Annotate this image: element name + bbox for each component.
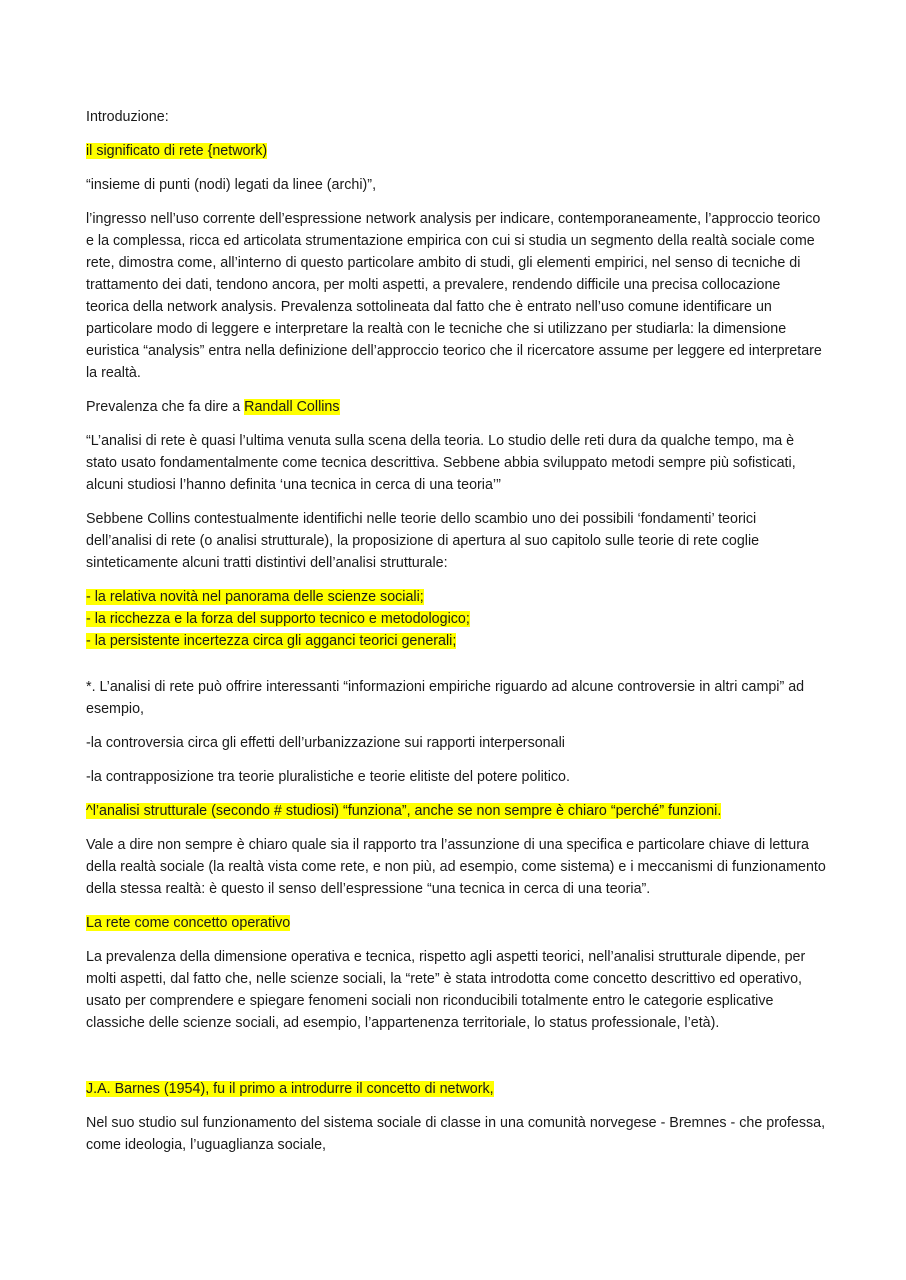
- collins-intro-line: [86, 396, 826, 418]
- collins-quote: “L’analisi di rete è quasi l’ultima venuta sulla scena della teoria. Lo studio delle reti dura da qualche tempo, ma è stato usato fondamentalmente come tecnica descrittiva. Sebbene abbia sviluppato metodi sempre più sofisticati, alcuni studiosi l’hanno definita ‘una tecnica in cerca di una teoria’”: [86, 433, 796, 493]
- barnes-highlight: J.A. Barnes (1954), fu il primo a introdurre il concetto di network,: [86, 1081, 494, 1097]
- funziona-line: [86, 800, 826, 822]
- document-page: [86, 106, 826, 1168]
- collins-paragraph: Sebbene Collins contestualmente identifichi nelle teorie dello scambio uno dei possibili ‘fondamenti’ teorici dell’analisi di rete (o analisi strutturale), la proposizione di apertura al suo capitolo sulle teorie di rete coglie sinteticamente alcuni tratti distintivi dell’analisi strutturale:: [86, 511, 760, 571]
- controversy-item: -la controversia circa gli effetti dell’urbanizzazione sui rapporti interpersonali: [86, 735, 565, 751]
- intro-label: Introduzione:: [86, 109, 169, 125]
- trait-item: - la ricchezza e la forza del supporto tecnico e metodologico;: [86, 611, 470, 627]
- collins-name-highlight: Randall Collins: [244, 399, 340, 415]
- heading-operativo: [86, 912, 826, 934]
- paragraph-ingresso: l’ingresso nell’uso corrente dell’espressione network analysis per indicare, contemporaneamente, l’approccio teorico e la complessa, ricca ed articolata strumentazione empirica con cui si studia un segmento della realtà sociale come rete, dimostra come, all’interno di questo particolare ambito di studi, gli elementi empirici, nel senso di tecniche di trattamento dei dati, tendono ancora, per molti aspetti, a prevalere, rendendo difficile una precisa collocazione teorica della network analysis. Prevalenza sottolineata dal fatto che è entrato nell’uso comune identificare un particolare modo di leggere e interpretare la realtà con le tecniche che si utilizzano per studiarla: la dimensione euristica “analysis” entra nella definizione dell’approccio teorico che il ricercatore assume per leggere ed interpretare la realtà.: [86, 211, 822, 381]
- funziona-highlight: ^l’analisi strutturale (secondo # studiosi) “funziona”, anche se non sempre è chiaro “perché” funzioni.: [86, 803, 722, 819]
- highlight-network: il significato di rete {network): [86, 143, 268, 159]
- heading-barnes: [86, 1078, 826, 1100]
- operativo-paragraph: La prevalenza della dimensione operativa e tecnica, rispetto agli aspetti teorici, nell’analisi strutturale dipende, per molti aspetti, dal fatto che, nelle scienze sociali, la “rete” è stata introdotta come concetto descrittivo ed operativo, usato per comprendere e spiegare fenomeni sociali non riconducibili totalmente entro le categorie esplicative classiche delle scienze sociali, ad esempio, l’appartenenza territoriale, lo status professionale, l’età).: [86, 949, 806, 1031]
- heading-network: [86, 140, 826, 162]
- operativo-highlight: La rete come concetto operativo: [86, 915, 291, 931]
- vale-paragraph: Vale a dire non sempre è chiaro quale sia il rapporto tra l’assunzione di una specifica e particolare chiave di lettura della realtà sociale (la realtà vista come rete, e non più, ad esempio, come sistema) e i meccanismi di funzionamento della stessa realtà: è questo il senso dell’espressione “una tecnica in cerca di una teoria”.: [86, 837, 826, 897]
- trait-item: - la persistente incertezza circa gli agganci teorici generali;: [86, 633, 457, 649]
- empirical-paragraph: *. L’analisi di rete può offrire interessanti “informazioni empiriche riguardo ad alcune controversie in altri campi” ad esempio,: [86, 679, 805, 717]
- trait-item: - la relativa novità nel panorama delle scienze sociali;: [86, 589, 424, 605]
- controversy-item: -la contrapposizione tra teorie pluralistiche e teorie elitiste del potere politico.: [86, 769, 570, 785]
- traits-list: [86, 586, 826, 652]
- barnes-paragraph: Nel suo studio sul funzionamento del sistema sociale di classe in una comunità norvegese - Bremnes - che professa, come ideologia, l’uguaglianza sociale,: [86, 1115, 826, 1153]
- collins-intro-text: Prevalenza che fa dire a: [86, 399, 245, 415]
- definition-quote: “insieme di punti (nodi) legati da linee (archi)”,: [86, 177, 377, 193]
